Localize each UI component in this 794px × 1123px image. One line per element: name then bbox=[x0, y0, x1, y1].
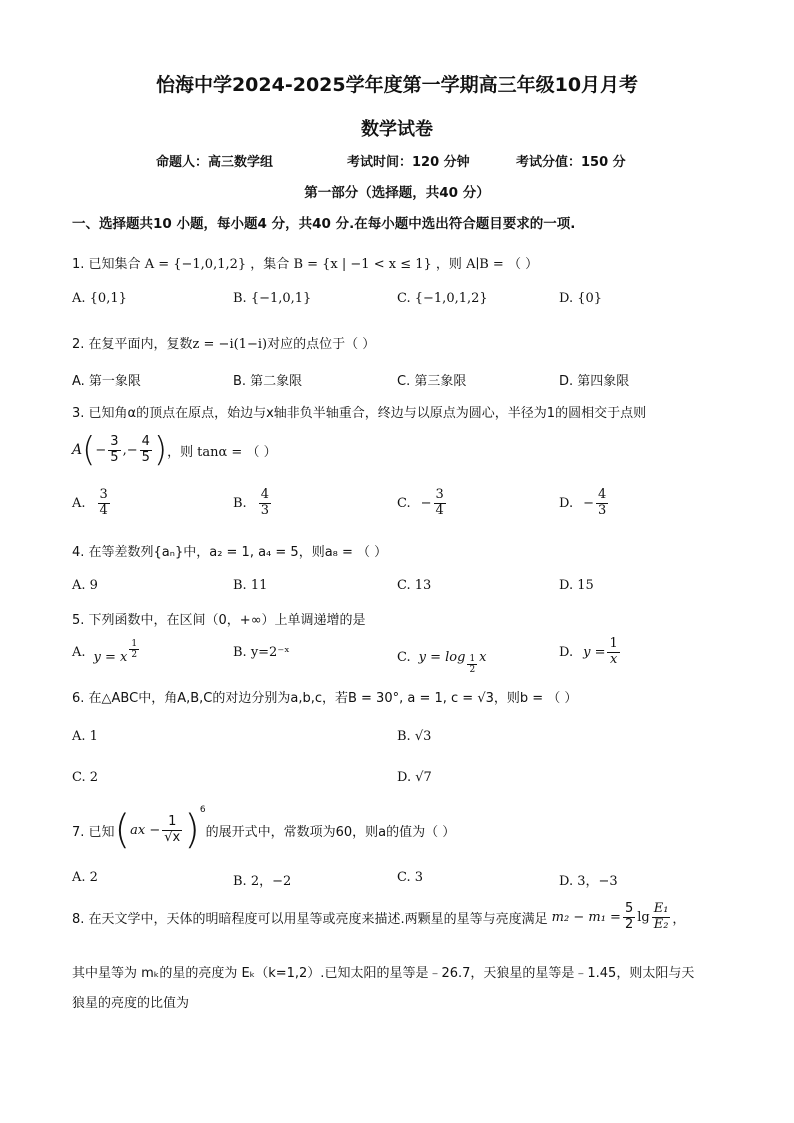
fraction-x: $\frac{3}{5}$ bbox=[110, 433, 119, 465]
open-paren: ( bbox=[82, 430, 96, 470]
question-8-line-2: 其中星等为 mₖ的星的亮度为 Eₖ（k=1,2）.已知太阳的星等是﹣26.7，天狼星的星等是﹣1.45，则太阳与天 bbox=[72, 966, 695, 981]
exam-author: 命题人：高三数学组 bbox=[156, 155, 274, 170]
question-7-option-a: A. 2 bbox=[72, 870, 98, 885]
question-6-option-c: C. 2 bbox=[72, 770, 99, 785]
question-7-option-d: D. 3，−3 bbox=[559, 874, 618, 889]
question-4-stem: 4. 在等差数列{aₙ}中，a₂ = 1, a₄ = 5，则a₈ = （ ） bbox=[72, 545, 388, 560]
question-2-option-c: C. 第三象限 bbox=[397, 374, 467, 389]
question-6-option-d: D. √7 bbox=[397, 770, 432, 785]
question-6-stem: 6. 在△ABC中，角A,B,C的对边分别为a,b,c，若B = 30°, a = 1, c = √3，则b = （ ） bbox=[72, 691, 578, 706]
question-1-option-a: A. {0,1} bbox=[72, 291, 127, 306]
question-5-option-c: C. y = log $\frac{1}{2}$ x bbox=[397, 650, 487, 676]
section-heading: 一、选择题共10 小题，每小题4 分，共40 分.在每小题中选出符合题目要求的一项. bbox=[72, 216, 576, 232]
fraction-y: $\frac{4}{5}$ bbox=[141, 433, 150, 465]
question-4-option-b: B. 11 bbox=[233, 578, 268, 593]
question-2-option-d: D. 第四象限 bbox=[559, 374, 630, 389]
question-4-option-a: A. 9 bbox=[72, 578, 98, 593]
question-1-option-c: C. {−1,0,1,2} bbox=[397, 291, 488, 306]
question-3-line-1: 3. 已知角α的顶点在原点，始边与x轴非负半轴重合，终边与以原点为圆心，半径为1的圆相交于点则 bbox=[72, 406, 647, 421]
question-2-stem: 2. 在复平面内，复数z = −i(1−i)对应的点位于（ ） bbox=[72, 337, 376, 352]
question-5-option-a: A. y = x $\frac{1}{2}$ bbox=[72, 638, 138, 665]
question-5-option-d: D. y = $\frac{1}{x}$ bbox=[559, 636, 618, 667]
question-4-option-c: C. 13 bbox=[397, 578, 432, 593]
question-7-option-c: C. 3 bbox=[397, 870, 424, 885]
exam-time: 考试时间：120 分钟 bbox=[347, 155, 470, 170]
question-1-option-d: D. {0} bbox=[559, 291, 603, 306]
question-2-option-b: B. 第二象限 bbox=[233, 374, 303, 389]
question-5-option-b: B. y=2⁻ˣ bbox=[233, 645, 290, 660]
point-label: A bbox=[72, 442, 83, 458]
question-5-stem: 5. 下列函数中，在区间（0，+∞）上单调递增的是 bbox=[72, 613, 366, 628]
question-7-option-b: B. 2，−2 bbox=[233, 874, 292, 889]
question-6-option-b: B. √3 bbox=[397, 729, 432, 744]
exam-title: 怡海中学2024-2025学年度第一学期高三年级10月月考 bbox=[155, 74, 639, 96]
question-3-line-2: A ( − $\frac{3}{5}$ ,− $\frac{4}{5}$ ) ，则 tanα = （ ） bbox=[72, 430, 277, 470]
power-6: 6 bbox=[199, 805, 206, 815]
exam-subtitle: 数学试卷 bbox=[361, 119, 433, 140]
part-heading: 第一部分（选择题，共40 分） bbox=[304, 185, 490, 201]
question-3-option-d: D. − $\frac{4}{3}$ bbox=[559, 487, 607, 518]
question-3-option-a: A. $\frac{3}{4}$ bbox=[72, 487, 108, 518]
question-8-line-1: 8. 在天文学中，天体的明暗程度可以用星等或亮度来描述.两颗星的星等与亮度满足 m₂ − m₁ = $\frac{5}{2}$ lg $\frac{\text{E₁}}{\text{E₂}}$ ， bbox=[72, 901, 686, 932]
question-8-line-3: 狼星的亮度的比值为 bbox=[72, 996, 190, 1011]
question-6-option-a: A. 1 bbox=[72, 729, 98, 744]
exam-score: 考试分值：150 分 bbox=[516, 155, 626, 170]
question-1-option-b: B. {−1,0,1} bbox=[233, 291, 312, 306]
question-4-option-d: D. 15 bbox=[559, 578, 594, 593]
question-7-stem: 7. 已知 ( ax − $\frac{1}{√x}$ ) 6 的展开式中，常数项为60，则a的值为（ ） bbox=[72, 805, 456, 853]
close-paren: ) bbox=[153, 430, 168, 470]
question-3-option-c: C. − $\frac{3}{4}$ bbox=[397, 487, 444, 518]
question-2-option-a: A. 第一象限 bbox=[72, 374, 141, 389]
question-3-option-b: B. $\frac{4}{3}$ bbox=[233, 487, 269, 518]
question-1-stem: 1. 已知集合 A = {−1,0,1,2} ，集合 B = {x | −1 < x ≤ 1} ，则 A∣B = （ ） bbox=[72, 257, 539, 272]
